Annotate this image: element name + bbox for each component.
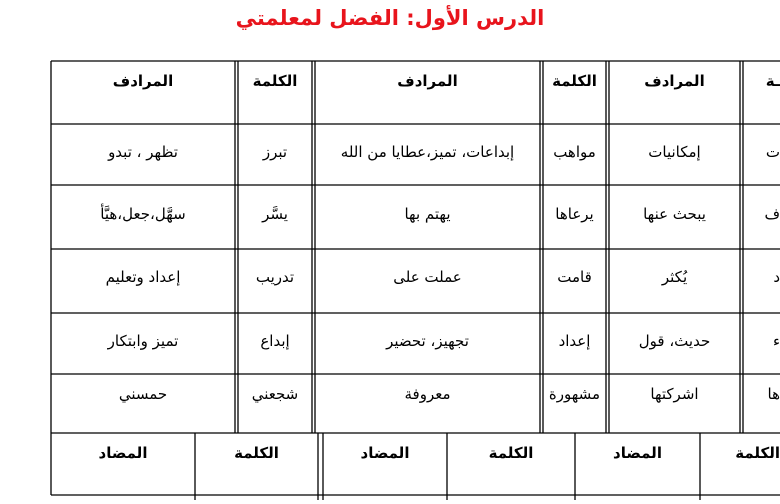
synonyms-row-5-synonym-2: معروفة xyxy=(404,385,451,403)
synonyms-row-2-synonym-3: سهَّل،جعل،هيَّأ xyxy=(100,205,186,223)
synonyms-row-5-word-1: مشهورة xyxy=(548,385,601,403)
synonyms-row-2-word-0: ف xyxy=(764,205,780,223)
synonyms-row-5-synonym-3: حمسني xyxy=(118,385,168,403)
synonyms-row-3-word-0: د xyxy=(773,268,780,286)
synonyms-row-1-word-2: تبرز xyxy=(262,143,288,161)
antonyms-header-antonym-1: المضاد xyxy=(613,444,662,462)
synonyms-header-synonym-1: المرادف xyxy=(644,72,705,90)
synonyms-row-3-word-2: تدريب xyxy=(255,268,295,286)
synonyms-row-4-word-0: ء xyxy=(772,332,780,350)
synonyms-row-1-word-0: ت xyxy=(765,143,780,161)
synonyms-row-1-synonym-3: تظهر ، تبدو xyxy=(108,143,178,161)
synonyms-header-synonym-3: المرادف xyxy=(112,72,174,90)
synonyms-row-5-word-2: شجعني xyxy=(251,385,299,403)
antonyms-header-antonym-3: المضاد xyxy=(98,444,148,462)
antonyms-header-word-3: الكلمة xyxy=(234,444,279,462)
synonyms-header-synonym-2: المرادف xyxy=(397,72,458,90)
synonyms-row-4-synonym-2: تجهيز، تحضير xyxy=(386,332,469,350)
synonyms-row-2-synonym-1: يبحث عنها xyxy=(643,205,706,223)
antonyms-header-word-2: الكلمة xyxy=(488,444,534,462)
synonyms-header-word-1: الكلمة xyxy=(552,72,597,90)
synonyms-row-1-synonym-2: إبداعات، تميز،عطايا من الله xyxy=(340,143,515,161)
synonyms-header-word-2: الكلمة xyxy=(252,72,298,90)
synonyms-row-3-word-1: قامت xyxy=(557,268,592,286)
synonyms-row-3-synonym-2: عملت على xyxy=(393,268,462,286)
synonyms-row-1-word-1: مواهب xyxy=(553,143,596,161)
synonyms-row-1-synonym-1: إمكانيات xyxy=(648,143,701,161)
synonyms-row-3-synonym-3: إعداد وتعليم xyxy=(105,268,181,286)
antonyms-header-word-1: الكلمة xyxy=(735,444,780,462)
synonyms-row-5-word-0: ها xyxy=(767,385,780,403)
synonyms-row-5-synonym-1: اشركتها xyxy=(650,385,699,403)
synonyms-row-2-word-1: يرعاها xyxy=(555,205,594,223)
synonyms-header-word-0: ـة xyxy=(765,72,780,90)
synonyms-row-4-synonym-3: تميز وابتكار xyxy=(107,332,179,350)
synonyms-row-2-synonym-2: يهتم بها xyxy=(404,205,451,223)
synonyms-row-4-word-1: إعداد xyxy=(558,332,591,350)
synonyms-row-4-word-2: إبداع xyxy=(260,332,290,350)
lesson-title: الدرس الأول: الفضل لمعلمتي xyxy=(235,6,545,30)
synonyms-row-4-synonym-1: حديث، قول xyxy=(638,332,711,350)
synonyms-row-3-synonym-1: يُكثر xyxy=(661,268,688,286)
synonyms-row-2-word-2: يسَّر xyxy=(262,205,288,223)
antonyms-header-antonym-2: المضاد xyxy=(360,444,410,462)
